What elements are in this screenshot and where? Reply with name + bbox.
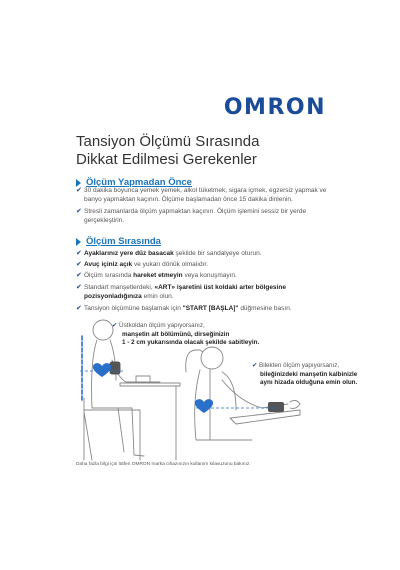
section-heading-label: Ölçüm Sırasında — [86, 236, 161, 247]
list-item-text: 30 dakika boyunca yemek yemek, alkol tüketmek, sigara içmek, egzersiz yapmak ve banyo yapmaktan kaçının. Ölçüme başlamadan önce 15 dakika dinlenin. — [84, 187, 327, 203]
check-icon: ✔ — [76, 305, 82, 312]
list-item-text: Ölçüm sırasında hareket etmeyin veya konuşmayın. — [84, 272, 237, 279]
note-wrist: ✔ Bilekten ölçüm yapıyorsanız, bileğinizdeki manşetin kalbinizle aynı hizada olduğuna emin olun. — [252, 362, 358, 386]
check-icon: ✔ — [76, 284, 82, 291]
check-icon: ✔ — [252, 362, 258, 369]
list-item-text: Avuç içiniz açık ve yukarı dönük olmalıdır. — [84, 261, 209, 268]
wrist-figure — [186, 347, 300, 440]
check-icon: ✔ — [112, 322, 118, 329]
check-icon: ✔ — [76, 250, 82, 257]
check-icon: ✔ — [76, 272, 82, 279]
omron-logo: OMRON — [223, 95, 326, 120]
list-item-text: Ayaklarınız yere düz basacak şekilde bir sandalyeye oturun. — [84, 250, 262, 257]
wrist-cuff-icon — [268, 402, 284, 412]
check-icon: ✔ — [76, 208, 82, 215]
list-item-text: Standart manşetlerdeki, «ART» işaretini üst koldaki arter bölgesine pozisyonladığınıza emin olun. — [84, 284, 286, 300]
title-line-2: Dikkat Edilmesi Gerekenler — [76, 151, 257, 168]
note-upper-arm: ✔ Üstkoldan ölçüm yapıyorsanız, manşetin alt bölümünü, dirseğinizin 1 - 2 cm yukarısında olacak şekilde sabitleyin. — [112, 322, 260, 346]
section-heading-label: Ölçüm Yapmadan Önce — [86, 177, 192, 188]
check-icon: ✔ — [76, 261, 82, 268]
title-line-1: Tansiyon Ölçümü Sırasında — [76, 133, 260, 150]
heart-icon — [93, 363, 111, 377]
list-item-text: Tansiyon ölçümüne başlamak için "START [BAŞLA]" düğmesine basın. — [84, 305, 292, 312]
check-icon: ✔ — [76, 187, 82, 194]
footnote: Daha fazla bilgi için lütfen OMRON marka cihazınızın kullanım kılavuzunu bakınız. — [76, 462, 251, 467]
list-item-text: Stresli zamanlarda ölçüm yapmaktan kaçının. Ölçüm işlemini sessiz bir yerde gerçekleştirin. — [84, 208, 307, 224]
